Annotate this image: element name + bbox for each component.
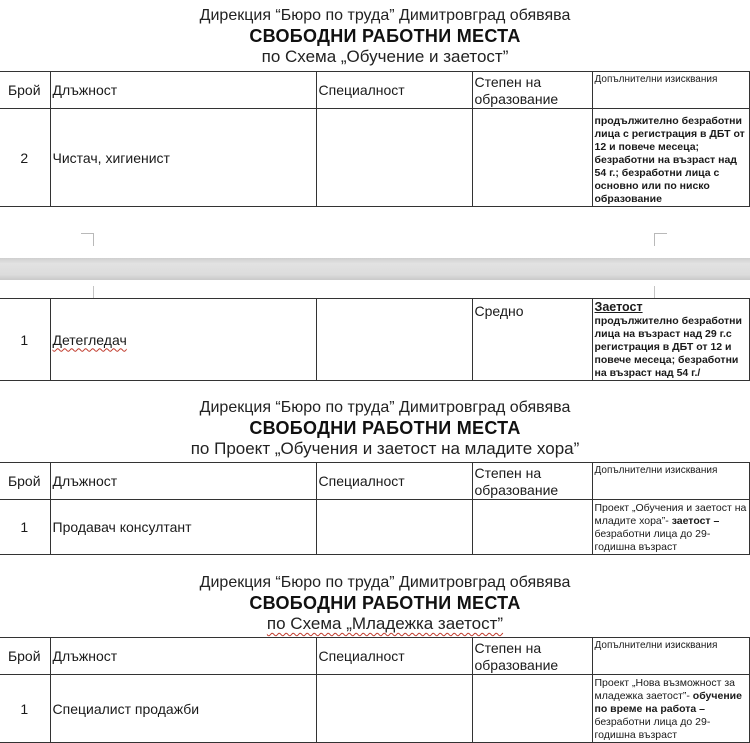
requirements-bold: обучение по време на работа – [594,690,742,715]
table-row [0,109,749,207]
crop-mark-left-lower [93,286,94,298]
vacancies-table-1-continued [0,298,750,381]
header-position: Длъжност [50,72,316,109]
vacancies-title: СВОБОДНИ РАБОТНИ МЕСТА [249,26,521,46]
header-position: Длъжност [50,638,316,675]
scheme-subtitle-text: по Схема „Младежка заетост” [266,614,504,633]
vacancies-table-2 [0,462,750,555]
row-position [50,299,316,381]
crop-mark-left [81,233,94,246]
header-requirements: Допълнителни изисквания [592,72,749,109]
vacancies-table-1 [0,71,750,207]
row-position: Чистач, хигиенист [50,109,316,207]
table-row [0,299,749,381]
row-count: 1 [0,299,50,381]
header-specialty: Специалност [316,72,472,109]
header-specialty: Специалност [316,463,472,500]
requirements-bold: заетост – [671,515,720,527]
row-requirements: продължително безработни лица с регистрация в ДБТ от 12 и повече месеца; безработни на възраст над 54 г.; безработни лица с основно или по ниско образование [592,109,749,207]
section-2-heading [0,400,750,457]
page-break-gap [0,258,750,280]
table-header-row [0,463,749,500]
table-row [0,675,749,743]
crop-mark-right [654,233,667,246]
crop-mark-right-lower [654,286,655,298]
header-specialty: Специалност [316,638,472,675]
project-subtitle: по Проект „Обучения и заетост на младите хора” [190,439,580,458]
row-specialty [316,109,472,207]
row-count: 1 [0,675,50,743]
requirements-text: продължително безработни лица на възраст над 29 г.с регистрация в ДБТ от 12 и повече месеца; безработни на възраст над 54 г./ [594,315,742,379]
directorate-announcement: Дирекция “Бюро по труда” Димитровград обявява [199,574,571,591]
table-row [0,500,749,555]
row-requirements [592,675,749,743]
row-specialty [316,299,472,381]
requirements-pre: Проект „Нова възможност за младежка заетост”- [594,677,735,702]
row-education [472,675,592,743]
scheme-subtitle: по Схема „Обучение и заетост” [261,47,509,66]
header-count: Брой [0,72,50,109]
table-header-row [0,638,749,675]
header-requirements: Допълнителни изисквания [592,638,749,675]
directorate-announcement: Дирекция “Бюро по труда” Димитровград обявява [199,7,571,24]
header-education-line2: образование [474,657,559,673]
header-education-line1: Степен на [474,465,542,481]
vacancies-table-3 [0,637,750,743]
header-education-line1: Степен на [474,640,542,656]
header-education [472,72,592,109]
row-count: 2 [0,109,50,207]
header-count: Брой [0,463,50,500]
row-education [472,109,592,207]
row-education [472,500,592,555]
row-requirements [592,299,749,381]
header-education-line2: образование [474,91,559,107]
row-position: Продавач консултант [50,500,316,555]
header-education [472,638,592,675]
section-3-heading [0,575,750,632]
row-count: 1 [0,500,50,555]
requirements-post: безработни лица до 29-годишна възраст [594,716,711,741]
header-education-line2: образование [474,482,559,498]
header-position: Длъжност [50,463,316,500]
row-position: Специалист продажби [50,675,316,743]
vacancies-title: СВОБОДНИ РАБОТНИ МЕСТА [249,418,521,438]
row-requirements [592,500,749,555]
header-count: Брой [0,638,50,675]
header-education-line1: Степен на [474,74,542,90]
vacancies-title: СВОБОДНИ РАБОТНИ МЕСТА [249,593,521,613]
header-education [472,463,592,500]
row-education: Средно [472,299,592,381]
requirements-post: безработни лица до 29-годишна възраст [594,528,711,553]
header-requirements: Допълнителни изисквания [592,463,749,500]
row-position-text: Детегледач [52,331,127,348]
requirements-title: Заетост [594,300,643,314]
row-specialty [316,500,472,555]
row-specialty [316,675,472,743]
directorate-announcement: Дирекция “Бюро по труда” Димитровград обявява [199,399,571,416]
table-header-row [0,72,749,109]
section-1-heading [0,8,750,65]
requirements-pre: Проект „Обучения и заетост на младите хора”- [594,502,747,527]
scheme-subtitle [0,615,750,632]
